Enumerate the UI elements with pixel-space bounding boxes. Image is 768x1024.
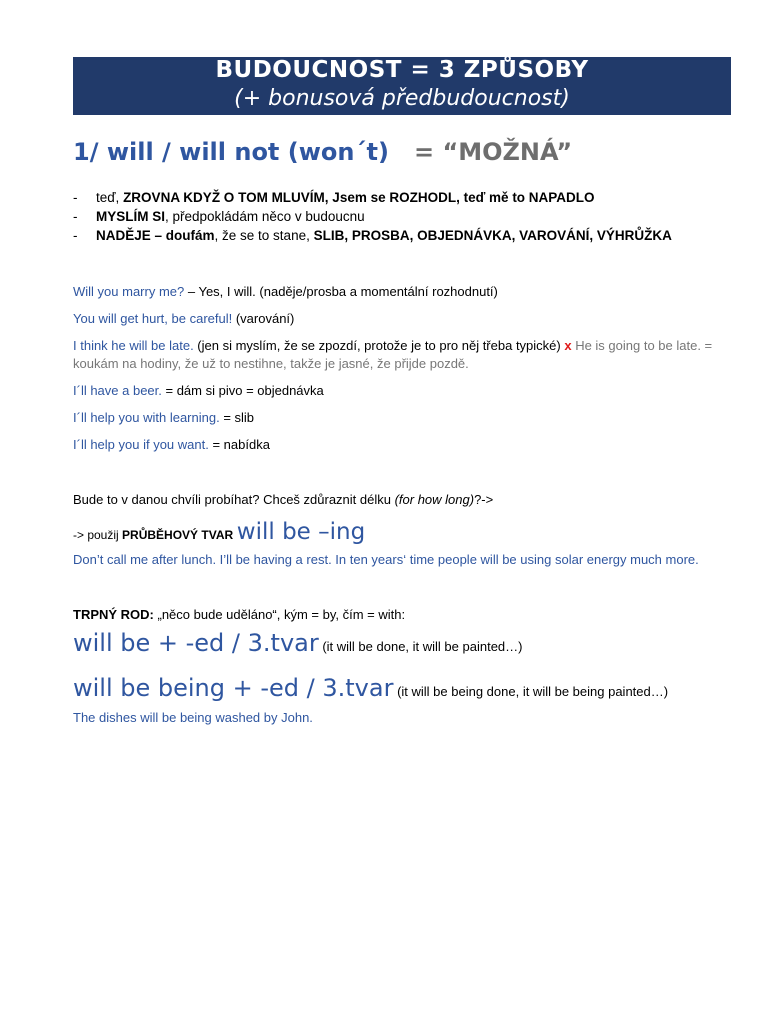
formula-note: (it will be done, it will be painted…) [318, 639, 523, 654]
example-note: – Yes, I will. (naděje/prosba a momentální rozhodnutí) [184, 284, 498, 299]
example-line [73, 436, 731, 454]
example-contrast: He is going to be late. = koukám na hodiny, že už to nestihne, takže je jasné, že přijde pozdě. [73, 338, 713, 371]
progressive-rule [73, 517, 731, 550]
bullet-text: , že se to stane, [214, 228, 314, 243]
bullet-bold: ZROVNA KDYŽ O TOM MLUVÍM, Jsem se ROZHODL, teď mě to NAPADLO [123, 190, 595, 205]
section-heading [73, 137, 731, 167]
document-page [73, 57, 731, 727]
example-line [73, 337, 723, 373]
example-line [73, 310, 731, 328]
passive-formula: will be + -ed / 3.tvar [73, 629, 319, 657]
list-item [73, 207, 731, 226]
passive-formula-line [73, 671, 731, 709]
progressive-formula: will be –ing [236, 519, 366, 545]
example-note: = slib [219, 410, 255, 425]
page-subtitle: (+ bonusová předbudoucnost) [234, 86, 570, 111]
progressive-question [73, 491, 731, 509]
bullet-bold: NADĚJE – doufám [96, 228, 215, 243]
dash-marker: - [73, 190, 78, 205]
page-title: BUDOUCNOST = 3 ZPŮSOBY [215, 57, 589, 83]
bullet-bold: MYSLÍM SI [96, 209, 166, 224]
usage-list [73, 188, 731, 245]
list-item [73, 226, 731, 245]
passive-example: The dishes will be being washed by John. [73, 710, 313, 725]
example-english: I think he will be late. [73, 338, 194, 353]
example-note: (jen si myslím, že se zpozdí, protože je to pro něj třeba typické) [193, 338, 565, 353]
dash-marker: - [73, 209, 78, 224]
example-line [73, 382, 731, 400]
list-item [73, 188, 731, 207]
bullet-text: , předpokládám něco v budoucnu [165, 209, 365, 224]
example-english: You will get hurt, be careful! [73, 311, 233, 326]
contrast-mark: x [564, 338, 572, 353]
example-english: I´ll help you if you want. [73, 437, 209, 452]
heading-form: 1/ will / will not (won´t) [73, 138, 389, 166]
example-note: (varování) [232, 311, 295, 326]
heading-meaning: = “MOŽNÁ” [414, 138, 573, 166]
title-banner [73, 57, 731, 115]
passive-bold: TRPNÝ ROD: [73, 607, 154, 622]
bullet-text: teď, [96, 190, 124, 205]
dash-marker: - [73, 228, 78, 243]
example-line [73, 283, 731, 301]
example-english: I´ll help you with learning. [73, 410, 220, 425]
passive-label [73, 606, 731, 624]
example-note: = dám si pivo = objednávka [161, 383, 324, 398]
question-end: ?-> [474, 492, 494, 507]
progressive-example: Don’t call me after lunch. I’ll be having a rest. In ten years‘ time people will be using solar energy much more. [73, 552, 699, 567]
example-note: = nabídka [208, 437, 270, 452]
example-line [73, 409, 731, 427]
question-italic: (for how long) [394, 492, 475, 507]
rule-text: -> použij [73, 528, 123, 542]
example-english: I´ll have a beer. [73, 383, 162, 398]
passive-formula-line [73, 626, 731, 664]
question-text: Bude to v danou chvíli probíhat? Chceš zdůraznit délku [73, 492, 395, 507]
example-english: Will you marry me? [73, 284, 185, 299]
passive-formula: will be being + -ed / 3.tvar [73, 674, 394, 702]
passive-text: „něco bude uděláno“, kým = by, čím = with: [153, 607, 406, 622]
bullet-bold: SLIB, PROSBA, OBJEDNÁVKA, VAROVÁNÍ, VÝHRŮŽKA [313, 228, 672, 243]
rule-bold: PRŮBĚHOVÝ TVAR [122, 528, 234, 542]
formula-note: (it will be being done, it will be being painted…) [393, 684, 669, 699]
